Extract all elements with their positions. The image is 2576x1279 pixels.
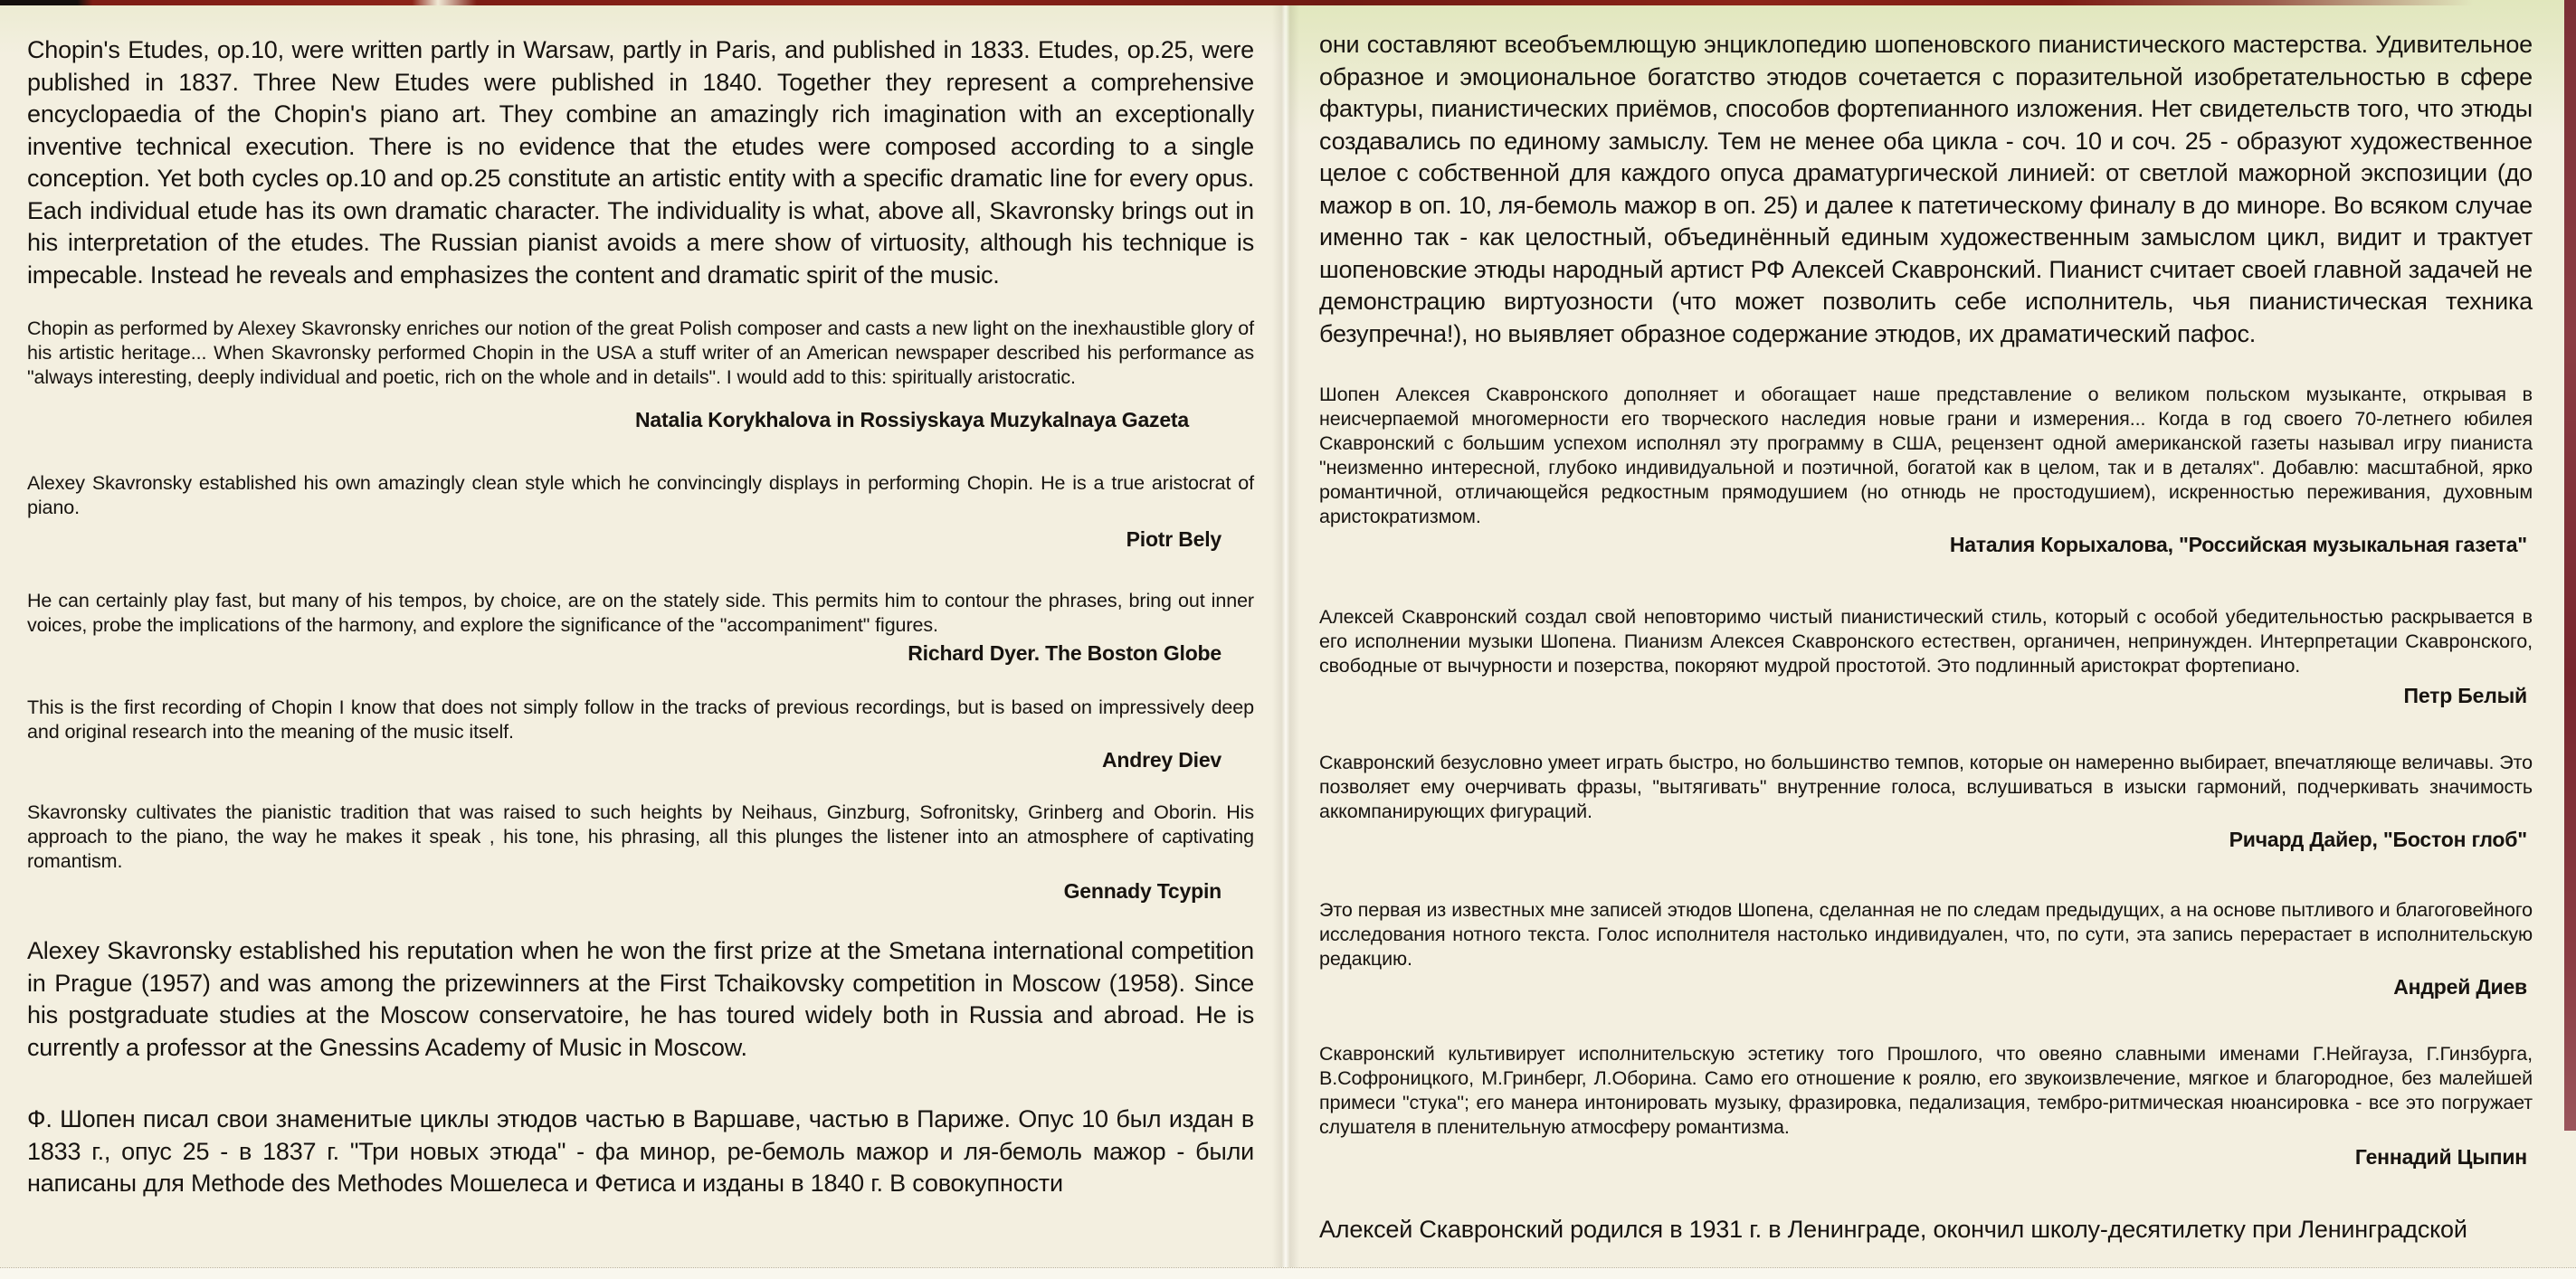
paragraph-biography-english: Alexey Skavronsky established his reputation when he won the first prize at the Smetana international competition in Prague (1957) and was among the prizewinners at the First Tchaikovsky competition in Moscow (1958). Since his postgraduate studies at the Moscow conservatoire, he has toured widely both in Russia and abroad. He is currently a professor at the Gnessins Academy of Music in Moscow. (27, 937, 1254, 1061)
attribution-dyer-english: Richard Dyer. The Boston Globe (908, 641, 1221, 665)
paragraph-etudes-overview-russian-continued: они составляют всеобъемлющую энциклопедию шопеновского пианистического мастерства. Удивительное образное и эмоциональное богатство этюдов сочетается с поразительной изобретательностью в сфере фактуры, пианистических приёмов, способов фортепианного изложения. Нет свидетельств того, что этюды создавались по единому замыслу. Тем не менее оба цикла - соч. 10 и соч. 25 - образуют художественное целое с собственной для каждого опуса драматургической линией: от светлой мажорной экспозиции (до мажор в оп. 10, ля-бемоль мажор в оп. 25) и далее к патетическому финалу в до миноре. Во всяком случае именно так - как целостный, объединённый единым художественным замыслом цикл, видит и трактует шопеновские этюды народный артист РФ Алексей Скавронский. Пианист считает своей главной задачей не демонстрацию виртуозности (что может позволить себе исполнитель, чья пианистическая техника безупречна!), но выявляет образное содержание этюдов, их драматический пафос. (1319, 31, 2533, 347)
quote-tcypin-russian: Скавронский культивирует исполнительскую эстетику того Прошлого, что овеяно славными именами Г.Нейгауза, Г.Гинзбурга, В.Софроницкого, М.Гринберг, Л.Оборина. Само его отношение к роялю, его звукоизвлечение, мягкое и благородное, без малейшей примеси "стука"; его манера интонировать музыку, фразировка, педализация, тембро-ритмическая нюансировка - все это погружает слушателя в пленительную атмосферу романтизма. (1319, 1043, 2533, 1138)
attribution-dyer-russian: Ричард Дайер, "Бостон глоб" (2229, 828, 2527, 851)
quote-korykhalova-english: Chopin as performed by Alexey Skavronsky enriches our notion of the great Polish composer and casts a new light on the inexhaustible glory of his artistic heritage... When Skavronsky performed Chopin in the USA a stuff writer of an American newspaper described his performance as "always interesting, deeply individual and poetic, rich on the whole and in details". I would add to this: spiritually aristocratic. (27, 317, 1254, 388)
quote-bely-english: Alexey Skavronsky established his own amazingly clean style which he convincingly displays in performing Chopin. He is a true aristocrat of piano. (27, 472, 1254, 518)
attribution-bely-russian: Петр Белый (2403, 684, 2527, 707)
bottom-scan-edge (0, 1267, 2576, 1279)
attribution-korykhalova-russian: Наталия Корыхалова, "Российская музыкальная газета" (1949, 533, 2527, 556)
center-fold-seam (1272, 0, 1299, 1279)
attribution-tcypin-english: Gennady Tcypin (1063, 879, 1221, 903)
attribution-diev-russian: Андрей Диев (2393, 975, 2527, 999)
quote-dyer-english: He can certainly play fast, but many of his tempos, by choice, are on the stately side. This permits him to contour the phrases, bring out inner voices, probe the implications of the harmony, and explore the significance of the "accompaniment" figures. (27, 590, 1254, 636)
attribution-korykhalova-english: Natalia Korykhalova in Rossiyskaya Muzykalnaya Gazeta (635, 408, 1189, 431)
quote-dyer-russian: Скавронский безусловно умеет играть быстро, но большинство темпов, которые он намеренно выбирает, впечатляюще величавы. Это позволяет ему очерчивать фразы, "вытягивать" внутренние голоса, вслушиваться в изыски гармоний, подчеркивать значимость аккомпанирующих фигураций. (1319, 752, 2533, 822)
attribution-diev-english: Andrey Diev (1101, 748, 1221, 772)
quote-korykhalova-russian: Шопен Алексея Скавронского дополняет и обогащает наше представление о великом польском музыканте, открывая в неисчерпаемой многомерности его творческого наследия новые грани и измерения... Когда в год своего 70-летнего юбилея Скавронский с большим успехом исполнял эту программу в США, рецензент одной американской газеты называл игру пианиста "неизменно интересной, глубоко индивидуальной и поэтичной, богатой как в целом, так и в деталях". Добавлю: масштабной, ярко романтичной, отличающейся редкостным прямодушием (но отнюдь не простодушием), искренностью переживания, духовным аристократизмом. (1319, 384, 2533, 527)
attribution-bely-english: Piotr Bely (1126, 527, 1221, 551)
top-scan-edge (0, 0, 2576, 5)
quote-diev-russian: Это первая из известных мне записей этюдов Шопена, сделанная не по следам предыдущих, а на основе пытливого и благоговейного исследования нотного текста. Голос исполнителя настолько индивидуален, что, по сути, эта запись перерастает в исполнительскую редакцию. (1319, 899, 2533, 970)
quote-bely-russian: Алексей Скавронский создал свой неповторимо чистый пианистический стиль, который с особой убедительностью раскрывается в его исполнении музыки Шопена. Пианизм Алексея Скавронского естествен, органичен, непринужден. Интерпретации Скавронского, свободные от вычурности и позерства, покоряют мудрой простотой. Это подлинный аристократ фортепиано. (1319, 606, 2533, 677)
paragraph-biography-russian-start: Алексей Скавронский родился в 1931 г. в Ленинграде, окончил школу-десятилетку при Ленинградской (1319, 1216, 2467, 1243)
left-page (0, 0, 1285, 1279)
paragraph-etudes-overview-english: Chopin's Etudes, op.10, were written partly in Warsaw, partly in Paris, and published in 1833. Etudes, op.25, were published in 1837. Three New Etudes were published in 1840. Together they represent a comprehensive encyclopaedia of the Chopin's piano art. They combine an amazingly rich imagination with an exceptionally inventive technical execution. There is no evidence that the etudes were composed according to a single conception. Yet both cycles op.10 and op.25 constitute an artistic entity with a specific dramatic line for every opus. Each individual etude has its own dramatic character. The individuality is what, above all, Skavronsky brings out in his interpretation of the etudes. The Russian pianist avoids a mere show of virtuosity, although his technique is impecable. Instead he reveals and emphasizes the content and dramatic spirit of the music. (27, 36, 1254, 289)
attribution-tcypin-russian: Геннадий Цыпин (2354, 1145, 2527, 1169)
quote-diev-english: This is the first recording of Chopin I know that does not simply follow in the tracks of previous recordings, but is based on impressively deep and original research into the meaning of the music itself. (27, 696, 1254, 743)
quote-tcypin-english: Skavronsky cultivates the pianistic tradition that was raised to such heights by Neihaus, Ginzburg, Sofronitsky, Grinberg and Oborin. His approach to the piano, the way he makes it speak , his tone, his phrasing, all this plunges the listener into an atmosphere of captivating romantism. (27, 801, 1254, 872)
right-page (1285, 0, 2576, 1279)
right-scan-edge (2564, 0, 2576, 1131)
paragraph-etudes-overview-russian-start: Ф. Шопен писал свои знаменитые циклы этюдов частью в Варшаве, частью в Париже. Опус 10 был издан в 1833 г., опус 25 - в 1837 г. "Три новых этюда" - фа минор, ре-бемоль мажор и ля-бемоль мажор - были написаны для Methode des Methodes Мошелеса и Фетиса и изданы в 1840 г. В совокупности (27, 1105, 1254, 1197)
